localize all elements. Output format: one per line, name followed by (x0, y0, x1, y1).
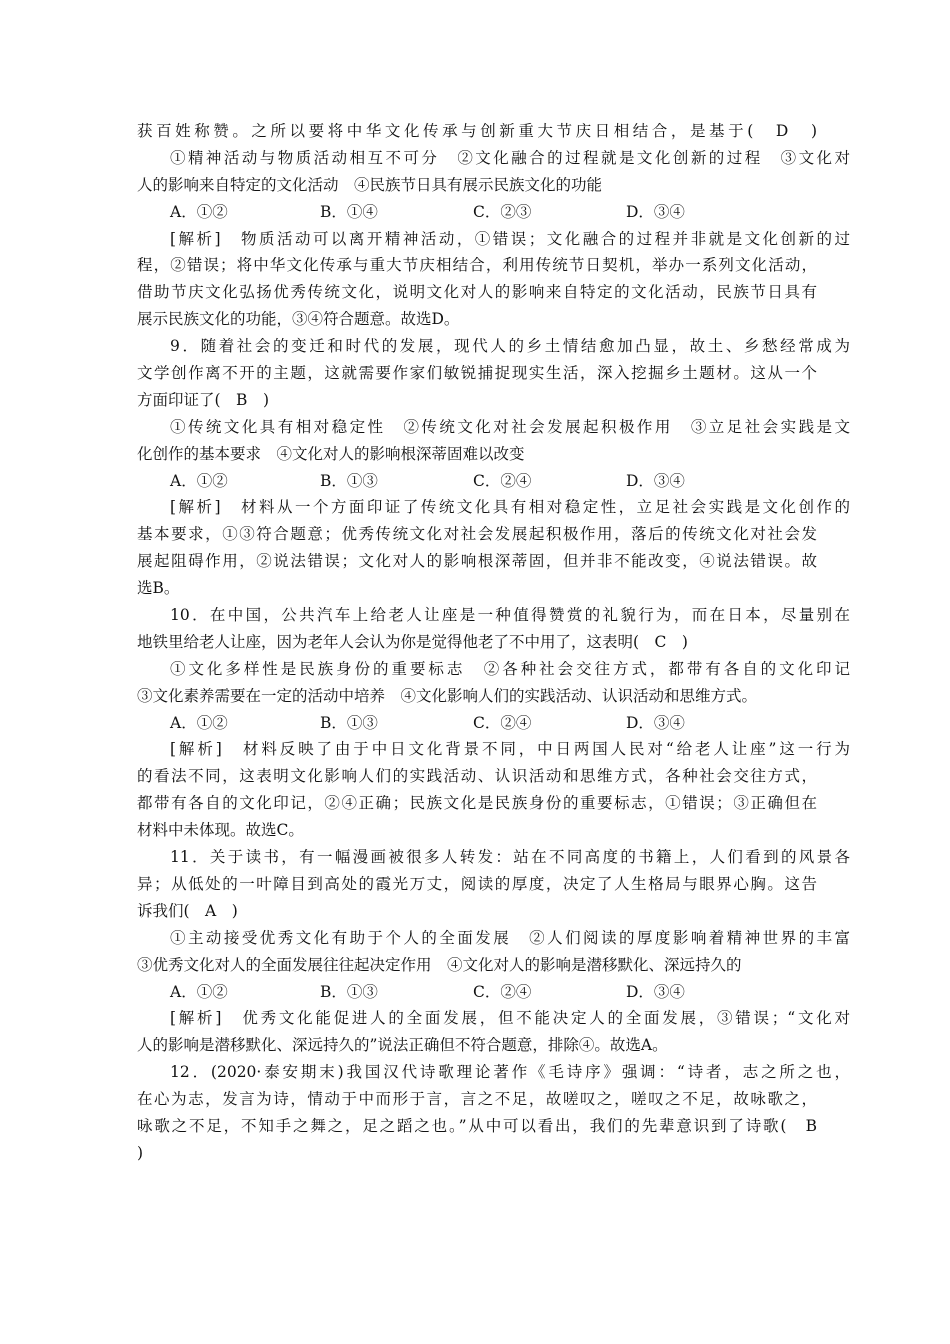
analysis-text: 借助节庆文化弘扬优秀传统文化，说明文化对人的影响来自特定的文化活动，民族节日具有 (137, 283, 817, 302)
question-stem: 诉我们( A ) (137, 901, 238, 920)
question-stem: 在心为志，发言为诗，情动于中而形于言，言之不足，故嗟叹之，嗟叹之不足，故咏歌之， (137, 1090, 817, 1109)
analysis-text: [解析] 优秀文化能促进人的全面发展，但不能决定人的全面发展，③错误；“文化对 (170, 1009, 850, 1028)
question-items: 化创作的基本要求 ④文化对人的影响根深蒂固难以改变 (137, 444, 525, 463)
analysis-text: [解析] 物质活动可以离开精神活动，①错误；文化融合的过程并非就是文化创新的过 (170, 229, 850, 248)
analysis-text: 基本要求，①③符合题意；优秀传统文化对社会发展起积极作用，落后的传统文化对社会发 (137, 525, 817, 544)
question-stem: ) (137, 1143, 144, 1162)
question-stem: 10．在中国，公共汽车上给老人让座是一种值得赞赏的礼貌行为，而在日本，尽量别在 (170, 606, 850, 625)
question-12 (137, 1059, 850, 1167)
analysis-text: 展起阻碍作用，②说法错误；文化对人的影响根深蒂固，但并非不能改变，④说法错误。故 (137, 552, 817, 571)
option-b: B．①③ (320, 982, 378, 1001)
option-d: D．③④ (626, 982, 685, 1001)
question-items: 人的影响来自特定的文化活动 ④民族节日具有展示民族文化的功能 (137, 175, 603, 194)
option-c: C．②④ (473, 713, 532, 732)
analysis-text: 展示民族文化的功能，③④符合题意。故选D。 (137, 310, 460, 329)
question-items: ①文化多样性是民族身份的重要标志 ②各种社会交往方式，都带有各自的文化印记 (170, 659, 850, 678)
analysis-text: [解析] 材料从一个方面印证了传统文化具有相对稳定性，立足社会实践是文化创作的 (170, 498, 850, 517)
analysis-text: 都带有各自的文化印记，②④正确；民族文化是民族身份的重要标志，①错误；③正确但在 (137, 794, 817, 813)
analysis-text: 程，②错误；将中华文化传承与重大节庆相结合，利用传统节日契机，举办一系列文化活动， (137, 256, 817, 275)
document-page (137, 118, 850, 1167)
question-11 (137, 844, 850, 1059)
option-b: B．①③ (320, 471, 378, 490)
question-stem: 咏歌之不足，不知手之舞之，足之蹈之也。”从中可以看出，我们的先辈意识到了诗歌( B (137, 1116, 817, 1135)
option-c: C．②④ (473, 471, 532, 490)
option-c: C．②③ (473, 202, 532, 221)
answer-options (137, 199, 817, 226)
option-a: A．①② (170, 471, 228, 490)
option-d: D．③④ (626, 471, 685, 490)
question-stem: 12．(2020·泰安期末)我国汉代诗歌理论著作《毛诗序》强调：“诗者，志之所之也， (170, 1063, 850, 1082)
question-stem: 地铁里给老人让座，因为老年人会认为你是觉得他老了不中用了，这表明( C ) (137, 632, 688, 651)
option-d: D．③④ (626, 202, 685, 221)
option-b: B．①③ (320, 713, 378, 732)
option-a: A．①② (170, 982, 228, 1001)
analysis-text: 材料中未体现。故选C。 (137, 821, 304, 840)
option-a: A．①② (170, 202, 228, 221)
question-9 (137, 333, 850, 602)
answer-options (137, 468, 817, 495)
analysis-text: 人的影响是潜移默化、深远持久的”说法正确但不符合题意，排除④。故选A。 (137, 1036, 668, 1055)
option-c: C．②④ (473, 982, 532, 1001)
option-a: A．①② (170, 713, 228, 732)
question-stem: 方面印证了( B ) (137, 390, 269, 409)
analysis-text: 的看法不同，这表明文化影响人们的实践活动、认识活动和思维方式，各种社会交往方式， (137, 767, 817, 786)
question-items: ①主动接受优秀文化有助于个人的全面发展 ②人们阅读的厚度影响着精神世界的丰富 (170, 928, 850, 947)
answer-options (137, 710, 817, 737)
option-d: D．③④ (626, 713, 685, 732)
question-stem: 11．关于读书，有一幅漫画被很多人转发：站在不同高度的书籍上，人们看到的风景各 (170, 848, 850, 867)
question-items: ①传统文化具有相对稳定性 ②传统文化对社会发展起积极作用 ③立足社会实践是文 (170, 417, 850, 436)
question-items: ③文化素养需要在一定的活动中培养 ④文化影响人们的实践活动、认识活动和思维方式。 (137, 686, 758, 705)
question-items: ③优秀文化对人的全面发展往往起决定作用 ④文化对人的影响是潜移默化、深远持久的 (137, 955, 742, 974)
question-stem: 9．随着社会的变迁和时代的发展，现代人的乡土情结愈加凸显，故土、乡愁经常成为 (170, 337, 850, 356)
analysis-text: 选B。 (137, 579, 180, 598)
question-8 (137, 118, 850, 333)
option-b: B．①④ (320, 202, 378, 221)
question-10 (137, 602, 850, 844)
question-stem: 获百姓称赞。之所以要将中华文化传承与创新重大节庆日相结合，是基于( D ) (137, 122, 817, 140)
answer-options (137, 979, 817, 1006)
question-items: ①精神活动与物质活动相互不可分 ②文化融合的过程就是文化创新的过程 ③文化对 (170, 148, 850, 167)
question-stem: 异；从低处的一叶障目到高处的霞光万丈，阅读的厚度，决定了人生格局与眼界心胸。这告 (137, 874, 817, 893)
analysis-text: [解析] 材料反映了由于中日文化背景不同，中日两国人民对“给老人让座”这一行为 (170, 740, 850, 759)
question-stem: 文学创作离不开的主题，这就需要作家们敏锐捕捉现实生活，深入挖掘乡土题材。这从一个 (137, 364, 817, 383)
